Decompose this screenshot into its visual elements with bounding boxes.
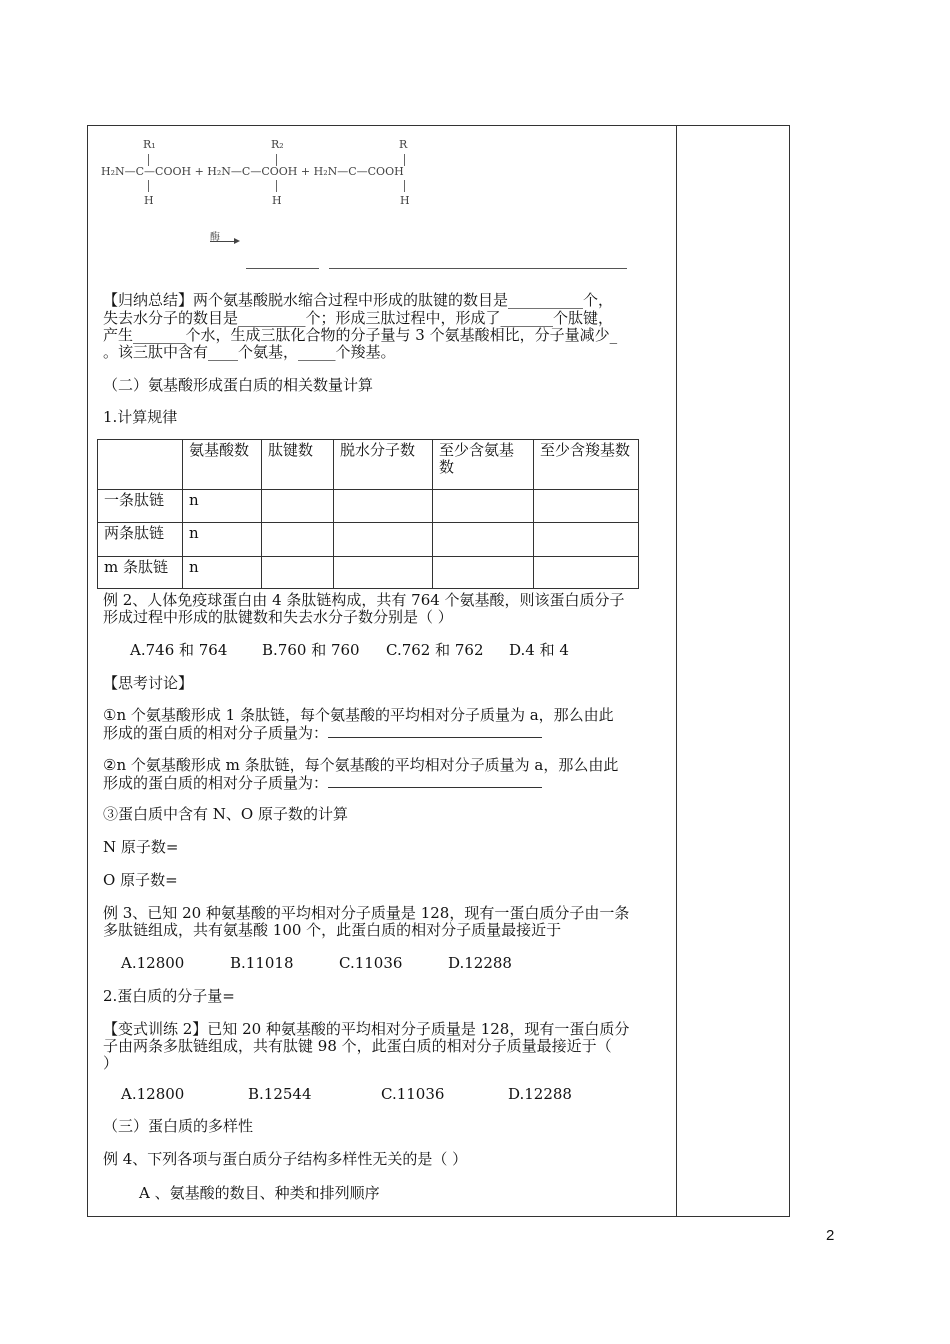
example-3-option-b: B.11018 — [230, 954, 294, 972]
r2-label: R₂ — [271, 138, 284, 151]
example-3-line-1: 例 3、已知 20 种氨基酸的平均相对分子质量是 128，现有一蛋白质分子由一条 — [103, 904, 630, 922]
example-3-option-a: A.12800 — [121, 954, 185, 972]
table-cell — [534, 490, 639, 523]
table-header-cell: 至少含氨基数 — [433, 440, 534, 490]
reaction-arrow — [210, 241, 238, 242]
table-cell — [262, 523, 334, 557]
n-atoms-formula: N 原子数= — [103, 838, 179, 856]
table-cell — [262, 490, 334, 523]
column-divider — [676, 125, 677, 1217]
r1-label: R₁ — [143, 138, 156, 151]
question-2-text: 形成的蛋白质的相对分子质量为： — [103, 774, 329, 792]
calc-rule-heading: 1.计算规律 — [103, 408, 178, 426]
summary-line-1: 【归纳总结】两个氨基酸脱水缩合过程中形成的肽键的数目是__________个， — [103, 291, 614, 309]
section-3-heading: （三）蛋白质的多样性 — [103, 1117, 254, 1135]
section-2-heading: （二）氨基酸形成蛋白质的相关数量计算 — [103, 376, 374, 394]
product-blank-2 — [329, 268, 627, 269]
h-label-1: H — [144, 194, 154, 207]
summary-line-4: 。该三肽中含有____个氨基，_____个羧基。 — [103, 343, 396, 361]
example-2-option-a: A.746 和 764 — [130, 641, 228, 659]
table-cell — [534, 523, 639, 557]
table-cell: n — [183, 490, 262, 523]
h-label-3: H — [400, 194, 410, 207]
table-header-cell: 脱水分子数 — [334, 440, 433, 490]
table-header-cell: 肽键数 — [262, 440, 334, 490]
table-cell — [433, 490, 534, 523]
question-2-line-2 — [103, 773, 668, 792]
example-3-line-2: 多肽链组成，共有氨基酸 100 个，此蛋白质的相对分子质量最接近于 — [103, 921, 562, 939]
variant-2-option-d: D.12288 — [508, 1085, 572, 1103]
example-2-line-1: 例 2、人体免疫球蛋白由 4 条肽链构成，共有 764 个氨基酸，则该蛋白质分子 — [103, 591, 625, 609]
calc-table — [97, 439, 639, 589]
example-4-option-a: A 、氨基酸的数目、种类和排列顺序 — [139, 1184, 380, 1202]
variant-2-line-2: 子由两条多肽链组成，共有肽键 98 个，此蛋白质的相对分子质量最接近于（ — [103, 1037, 612, 1055]
table-cell — [433, 523, 534, 557]
table-row — [98, 490, 639, 523]
example-2-option-d: D.4 和 4 — [509, 641, 569, 659]
table-cell — [433, 557, 534, 589]
table-cell: n — [183, 523, 262, 557]
discussion-heading: 【思考讨论】 — [103, 674, 194, 692]
table-header-cell: 至少含羧基数 — [534, 440, 639, 490]
table-cell — [534, 557, 639, 589]
answer-blank — [328, 723, 542, 738]
example-3-option-c: C.11036 — [339, 954, 403, 972]
question-1-line-1: ①n 个氨基酸形成 1 条肽链，每个氨基酸的平均相对分子质量为 a，那么由此 — [103, 706, 614, 724]
page-number: 2 — [826, 1227, 835, 1244]
table-cell: m 条肽链 — [98, 557, 183, 589]
table-cell — [334, 523, 433, 557]
table-cell — [262, 557, 334, 589]
variant-2-line-3: ） — [103, 1054, 119, 1072]
answer-blank — [328, 773, 542, 788]
product-blank-1 — [246, 268, 319, 269]
table-header-cell — [98, 440, 183, 490]
example-4-question: 例 4、下列各项与蛋白质分子结构多样性无关的是（ ） — [103, 1150, 468, 1168]
question-3: ③蛋白质中含有 N、O 原子数的计算 — [103, 805, 348, 823]
table-cell: 一条肽链 — [98, 490, 183, 523]
enzyme-label: 酶 — [210, 232, 220, 243]
h-label-2: H — [272, 194, 282, 207]
example-2-option-b: B.760 和 760 — [262, 641, 360, 659]
table-cell — [334, 490, 433, 523]
molecular-weight-formula: 2.蛋白质的分子量= — [103, 987, 235, 1005]
r3-label: R — [399, 138, 408, 151]
summary-line-2: 失去水分子的数目是_________个；形成三肽过程中，形成了_______个肽键， — [103, 309, 614, 327]
variant-2-option-a: A.12800 — [121, 1085, 185, 1103]
top-rule — [87, 125, 657, 126]
variant-2-option-b: B.12544 — [248, 1085, 312, 1103]
variant-2-line-1: 【变式训练 2】已知 20 种氨基酸的平均相对分子质量是 128，现有一蛋白质分 — [103, 1020, 630, 1038]
question-1-line-2 — [103, 723, 668, 742]
variant-2-option-c: C.11036 — [381, 1085, 445, 1103]
summary-line-3: 产生_______个水，生成三肽化合物的分子量与 3 个氨基酸相比，分子量减少_ — [103, 326, 618, 344]
table-header-row — [98, 440, 639, 490]
table-cell: n — [183, 557, 262, 589]
example-2-option-c: C.762 和 762 — [386, 641, 484, 659]
question-2-line-1: ②n 个氨基酸形成 m 条肽链，每个氨基酸的平均相对分子质量为 a，那么由此 — [103, 756, 619, 774]
example-3-option-d: D.12288 — [448, 954, 512, 972]
example-2-line-2: 形成过程中形成的肽键数和失去水分子数分别是（ ） — [103, 608, 453, 626]
amino-acid-formulas: H₂N—C—COOH + H₂N—C—COOH + H₂N—C—COOH — [101, 165, 404, 178]
table-cell — [334, 557, 433, 589]
o-atoms-formula: O 原子数= — [103, 871, 178, 889]
table-row — [98, 557, 639, 589]
table-header-cell: 氨基酸数 — [183, 440, 262, 490]
table-row — [98, 523, 639, 557]
question-1-text: 形成的蛋白质的相对分子质量为： — [103, 724, 329, 742]
table-cell: 两条肽链 — [98, 523, 183, 557]
